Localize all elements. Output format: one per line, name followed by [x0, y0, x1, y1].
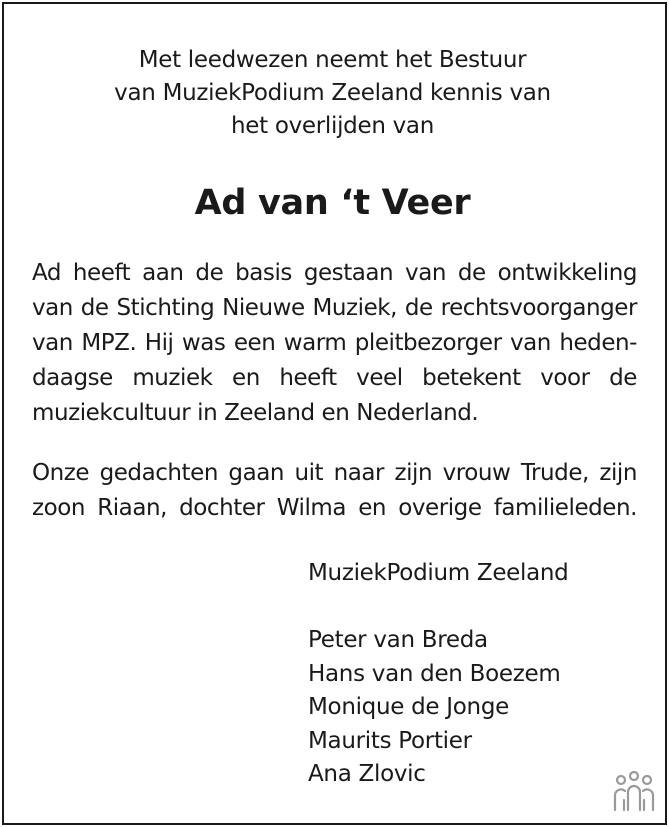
board-member-list: [308, 624, 560, 792]
board-member: Monique de Jonge: [308, 694, 509, 720]
paragraph-line: van de Stichting Nieuwe Muziek, de rechtsvoorganger: [32, 295, 637, 321]
organization-name: MuziekPodium Zeeland: [308, 560, 569, 586]
board-member: Peter van Breda: [308, 627, 488, 653]
paragraph-line: zoon Riaan, dochter Wilma en overige familieleden.: [32, 495, 637, 521]
people-group-icon: [610, 770, 658, 814]
paragraph-line: muziekcultuur in Zeeland en Nederland.: [32, 400, 479, 426]
intro-line: van MuziekPodium Zeeland kennis van: [114, 80, 551, 106]
intro-line: het overlijden van: [230, 113, 435, 139]
paragraph-line: Ad heeft aan de basis gestaan van de ontwikkeling: [32, 260, 637, 286]
board-member: Ana Zlovic: [308, 761, 426, 787]
condolence-paragraph: [32, 456, 637, 526]
intro-line: Met leedwezen neemt het Bestuur: [138, 47, 527, 73]
paragraph-line: Onze gedachten gaan uit naar zijn vrouw Trude, zijn: [32, 460, 637, 486]
deceased-name: Ad van ‘t Veer: [194, 183, 471, 223]
paragraph-line: daagse muziek en heeft veel betekent voor de: [32, 365, 637, 391]
intro-text: [0, 44, 665, 143]
paragraph-line: van MPZ. Hij was een warm pleitbezorger van heden-: [32, 330, 637, 356]
board-member: Hans van den Boezem: [308, 660, 561, 687]
tribute-paragraph: [32, 256, 637, 431]
board-member: Maurits Portier: [308, 727, 472, 754]
